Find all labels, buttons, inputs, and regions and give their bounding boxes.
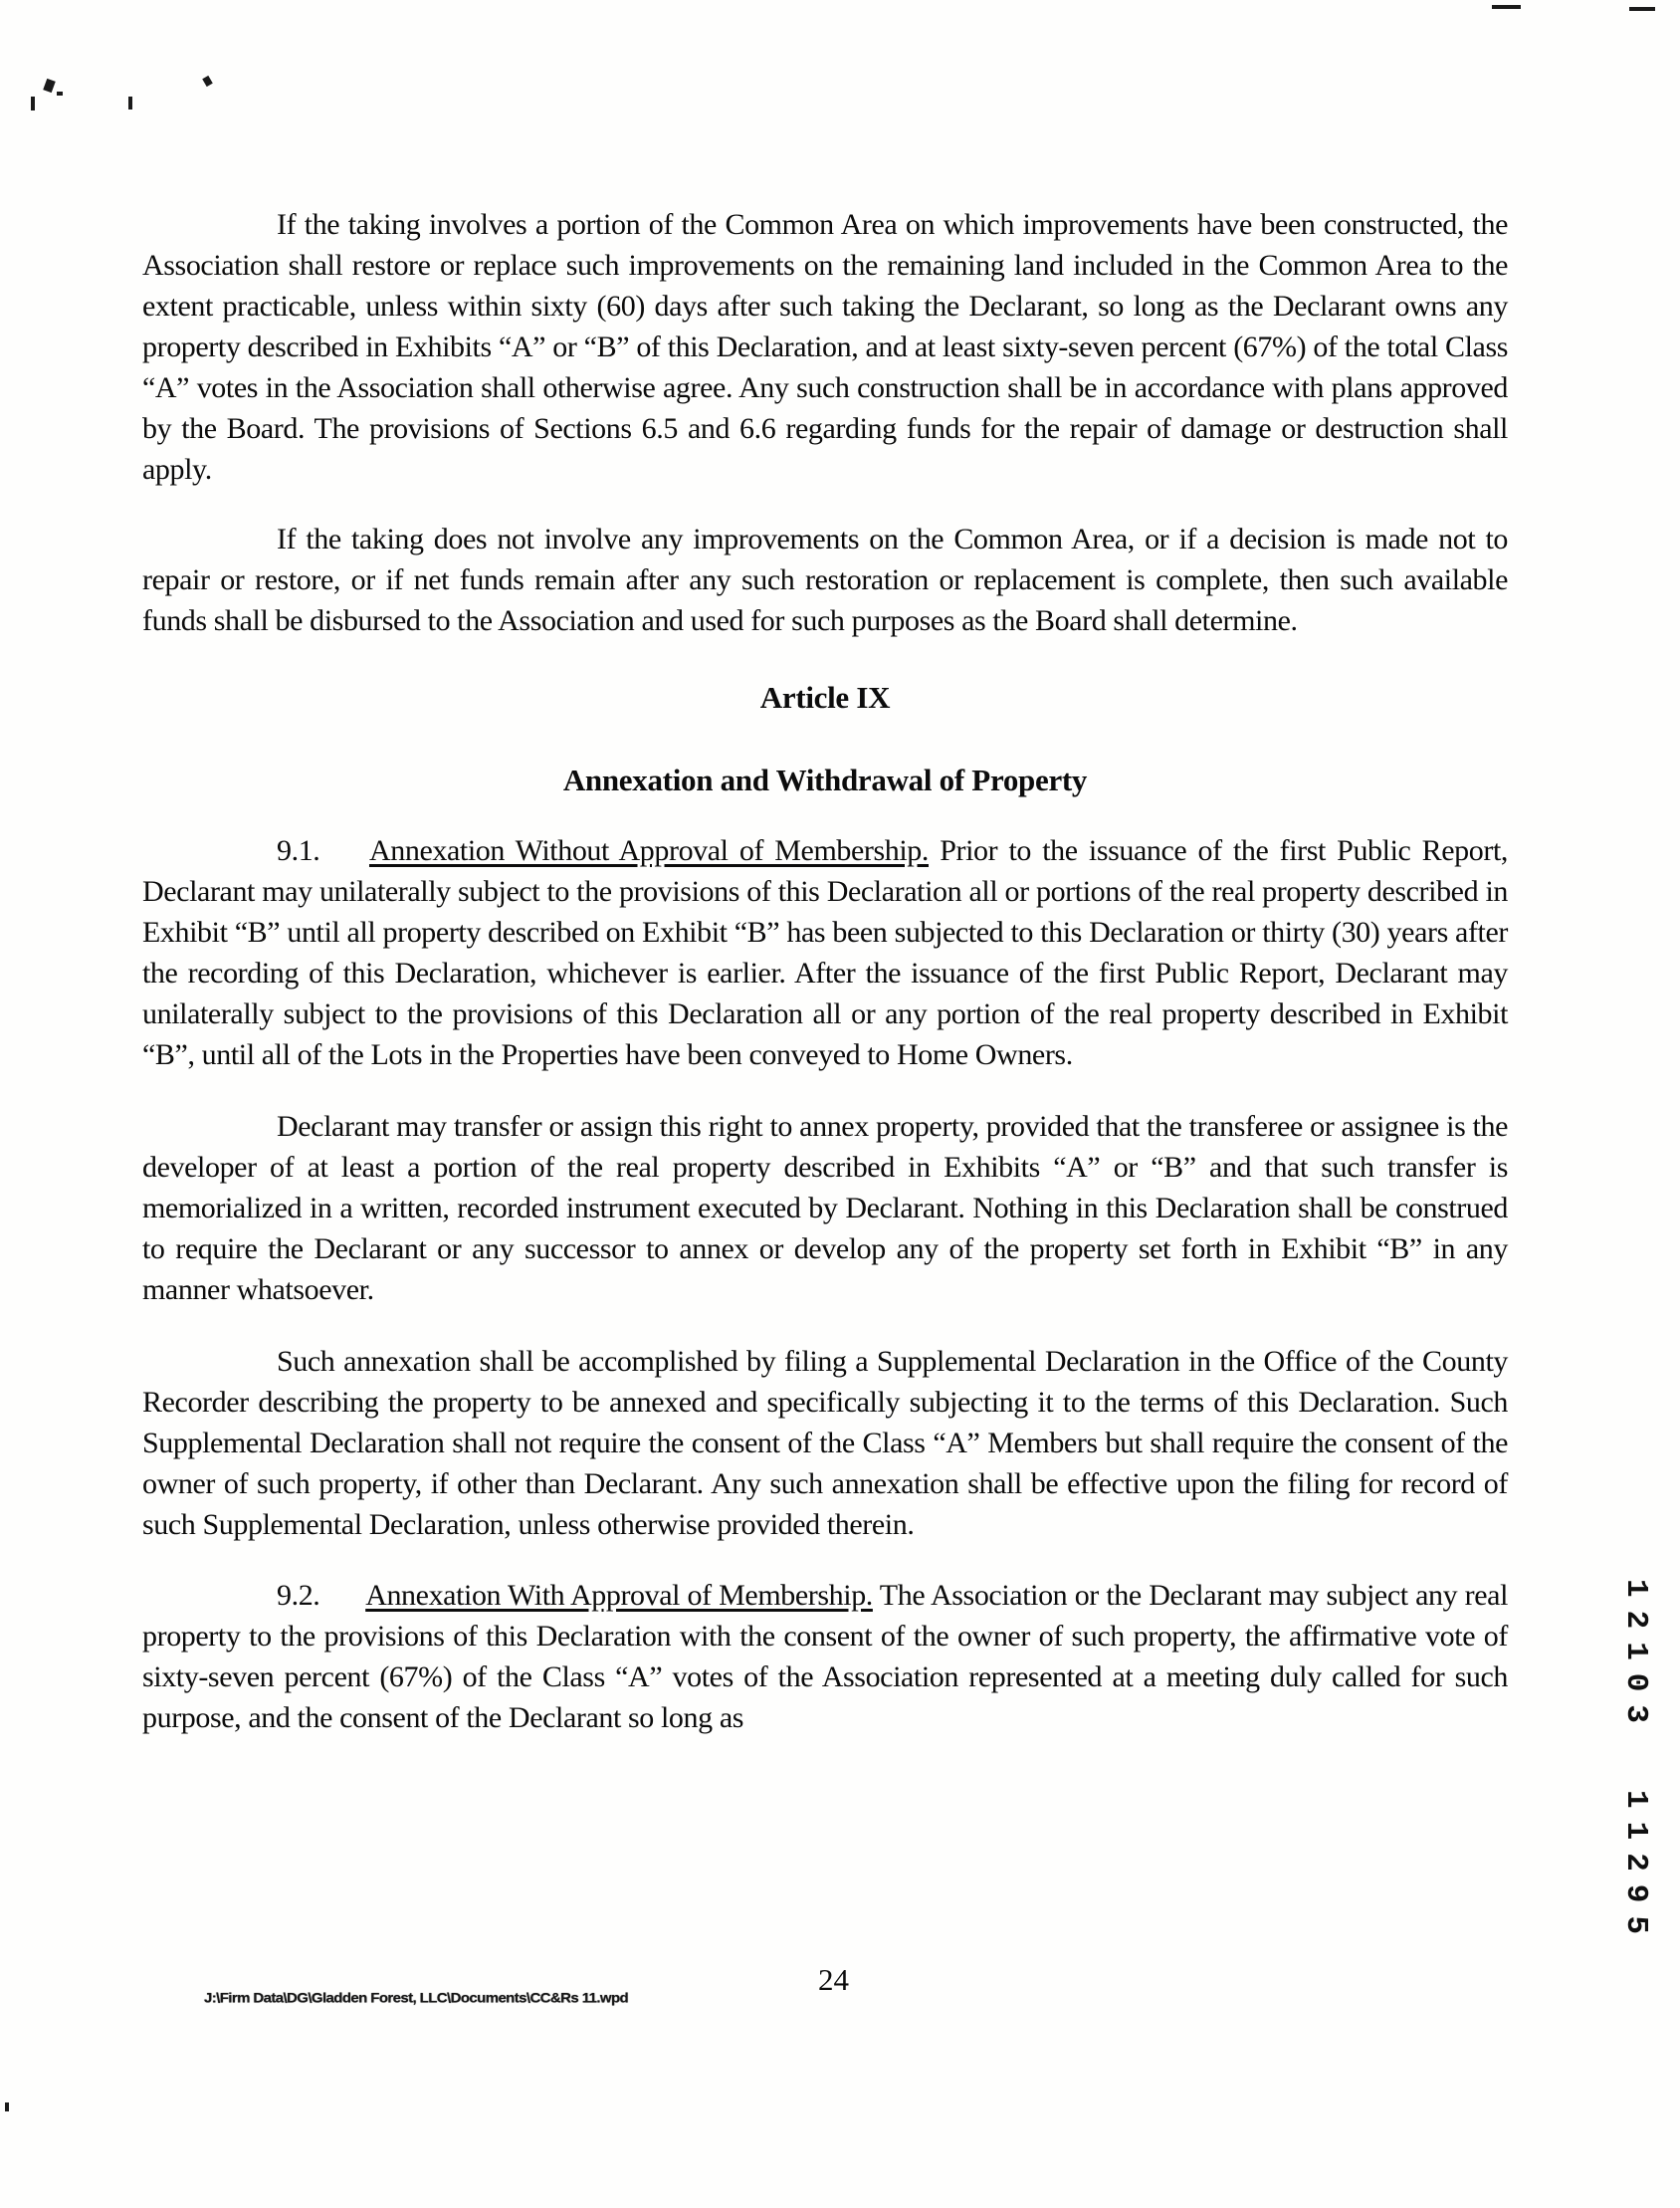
scan-artifact-speck xyxy=(128,97,132,110)
margin-stamp-lower: 11295 xyxy=(1618,1790,1653,1948)
footer-file-path: J:\Firm Data\DG\Gladden Forest, LLC\Documents\CC&Rs 11.wpd xyxy=(204,1990,629,2007)
paragraph-taking-no-improvements: If the taking does not involve any improvements on the Common Area, or if a decision is made not to repair or restore, or if net funds remain after any such restoration or replacement is complete, then such available funds shall be disbursed to the Association and used for such purposes as the Board shall determine. xyxy=(142,523,1508,637)
paragraph-transfer-assign: Declarant may transfer or assign this right to annex property, provided that the transferee or assignee is the developer of at least a portion of the real property described in Exhibits “A” or “B” and that such transfer is memorialized in a written, recorded instrument executed by Declarant. Nothing in this Declaration shall be construed to require the Declarant or any successor to annex or develop any of the property set forth in Exhibit “B” in any manner whatsoever. xyxy=(142,1110,1508,1306)
scan-artifact-speck xyxy=(5,2102,9,2111)
scan-artifact-dash xyxy=(1492,5,1521,9)
section-9-1-number: 9.1. xyxy=(277,834,320,867)
section-9-2 xyxy=(142,1575,1508,1738)
scan-artifact-speck xyxy=(43,79,56,93)
paragraph-taking-improvements: If the taking involves a portion of the Common Area on which improvements have been constructed, the Association shall restore or replace such improvements on the remaining land included in the Common Area to the extent practicable, unless within sixty (60) days after such taking the Declarant, so long as the Declarant owns any property described in Exhibits “A” or “B” of this Declaration, and at least sixty-seven percent (67%) of the total Class “A” votes in the Association shall otherwise agree. Any such construction shall be in accordance with plans approved by the Board. The provisions of Sections 6.5 and 6.6 regarding funds for the repair of damage or destruction shall apply. xyxy=(142,208,1508,486)
section-9-1-body: Prior to the issuance of the first Public Report, Declarant may unilaterally subject to the provisions of this Declaration all or portions of the real property described in Exhibit “B” until all property described on Exhibit “B” has been subjected to this Declaration or thirty (30) years after the recording of this Declaration, whichever is earlier. After the issuance of the first Public Report, Declarant may unilaterally subject to the provisions of this Declaration all or any portion of the real property described in Exhibit “B”, until all of the Lots in the Properties have been conveyed to Home Owners. xyxy=(142,834,1509,1071)
scan-artifact-speck xyxy=(31,97,35,110)
article-heading: Article IX xyxy=(759,680,891,715)
page-number: 24 xyxy=(818,1962,849,1997)
scan-artifact-dash xyxy=(1629,7,1655,11)
section-9-1-title: Annexation Without Approval of Membership. xyxy=(368,834,929,867)
scan-artifact-speck xyxy=(202,76,213,87)
document-text-block xyxy=(142,204,1508,1738)
scan-artifact-speck xyxy=(57,92,63,96)
section-9-1 xyxy=(142,830,1508,1075)
paragraph-supplemental-declaration: Such annexation shall be accomplished by filing a Supplemental Declaration in the Office of the County Recorder describing the property to be annexed and specifically subjecting it to the terms of this Declaration. Such Supplemental Declaration shall not require the consent of the Class “A” Members but shall require the consent of the owner of such property, if other than Declarant. Any such annexation shall be effective upon the filing for record of such Supplemental Declaration, unless otherwise provided therein. xyxy=(142,1345,1508,1541)
margin-stamp-upper: 12103 xyxy=(1618,1579,1653,1737)
section-9-2-body: The Association or the Declarant may subject any real property to the provisions of this Declaration with the consent of the owner of such property, the affirmative vote of sixty-seven percent (67%) of the Class “A” votes of the Association represented at a meeting duly called for such purpose, and the consent of the Declarant so long as xyxy=(142,1579,1509,1734)
article-subheading: Annexation and Withdrawal of Property xyxy=(562,763,1088,797)
section-9-2-number: 9.2. xyxy=(277,1579,320,1612)
section-9-2-title: Annexation With Approval of Membership. xyxy=(365,1579,873,1612)
